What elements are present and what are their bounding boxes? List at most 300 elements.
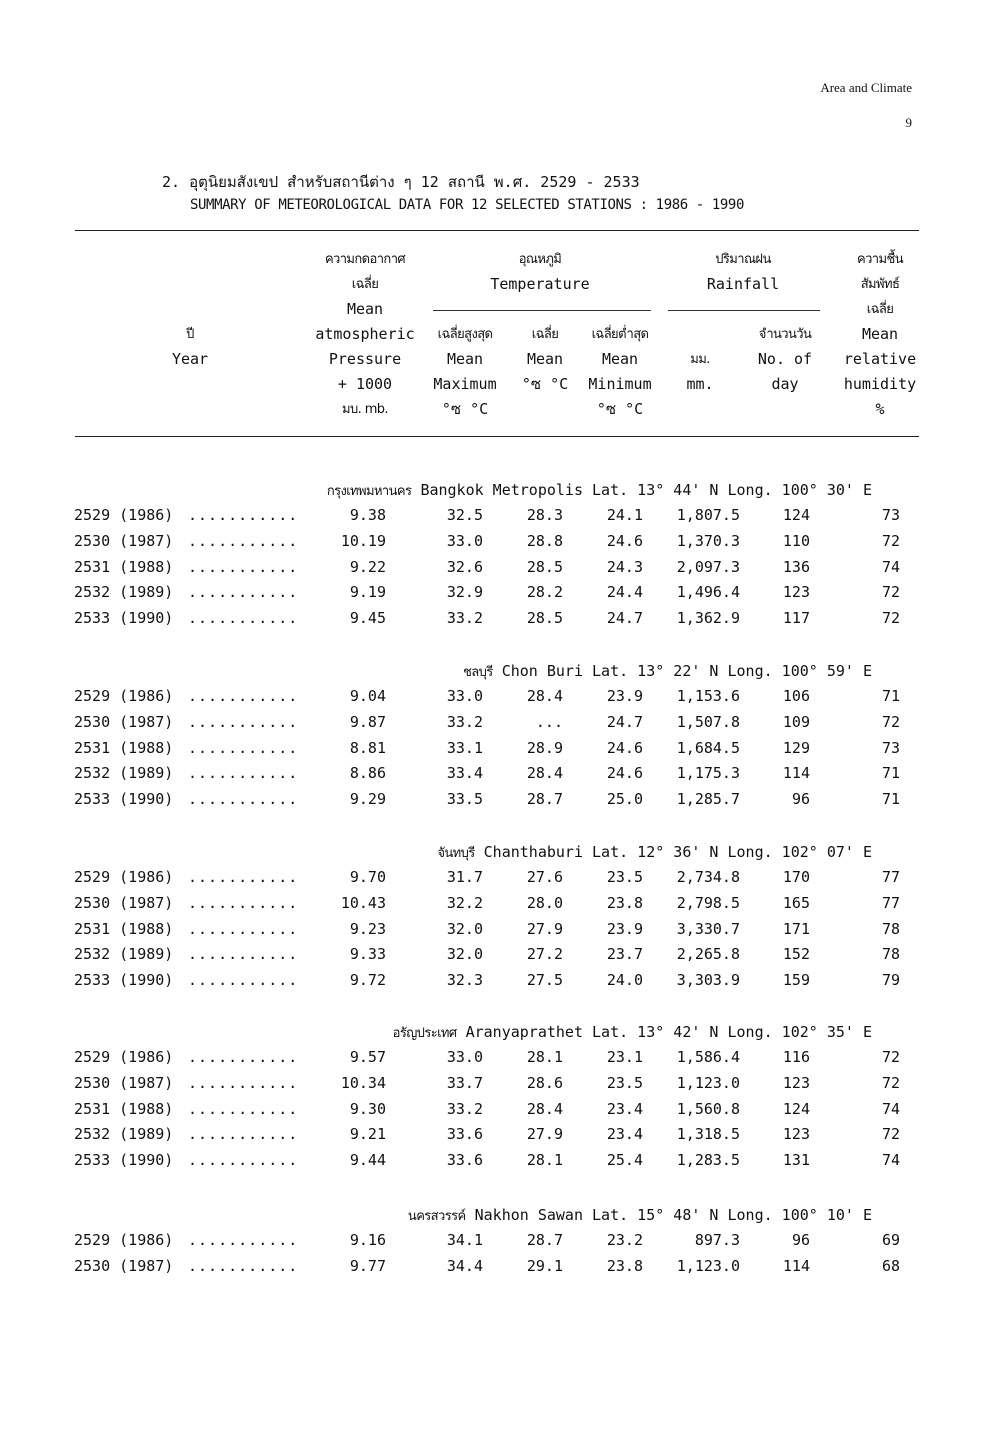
pressure-cell: 9.44	[349, 1151, 386, 1170]
min-temp-cell: 23.2	[606, 1231, 643, 1249]
mean-temp-cell: 28.1	[526, 1151, 563, 1170]
section-header: Area and Climate	[820, 80, 912, 95]
table-row	[0, 945, 990, 971]
rain-days-cell: 117	[782, 609, 810, 628]
rain-days-cell: 116	[782, 1048, 810, 1066]
max-temp-cell: 31.7	[446, 868, 483, 886]
rainfall-mm-cell: 1,560.8	[676, 1099, 740, 1118]
pressure-cell: 9.30	[349, 1099, 386, 1118]
station-heading	[0, 842, 990, 868]
station-name-thai: จันทบุรี	[437, 846, 475, 861]
max-temp-cell: 33.1	[446, 738, 483, 757]
table-row	[0, 687, 990, 713]
rainfall-mm-cell: 2,798.5	[676, 893, 740, 912]
humidity-header-line: เฉลี่ย	[866, 302, 894, 317]
leader-dots: ...........	[188, 1099, 299, 1118]
year-cell: 2531 (1988)	[74, 557, 174, 576]
min-temp-cell: 24.7	[606, 609, 643, 628]
leader-dots: ...........	[188, 583, 299, 602]
pressure-column-header	[300, 247, 430, 422]
min-temp-cell: 23.5	[606, 868, 643, 886]
table-row	[0, 1151, 990, 1177]
table-row	[0, 713, 990, 739]
year-cell: 2529 (1986)	[74, 1231, 174, 1249]
rain-days-cell: 123	[782, 1125, 810, 1144]
pressure-header-line: Pressure	[328, 350, 402, 368]
header-bottom-rule	[75, 436, 919, 437]
rainfall-mm-cell: 2,265.8	[676, 945, 740, 964]
humidity-cell: 72	[881, 1073, 900, 1092]
table-title-english: SUMMARY OF METEOROLOGICAL DATA FOR 12 SELECTED STATIONS : 1986 - 1990	[190, 197, 744, 213]
rain-days-cell: 114	[782, 764, 810, 783]
table-title-thai: 2. อุตุนิยมสังเขป สำหรับสถานีต่าง ๆ 12 สถานี พ.ศ. 2529 - 2533	[162, 173, 640, 191]
year-cell: 2529 (1986)	[74, 1048, 174, 1066]
max-header-line: Mean	[446, 350, 484, 368]
min-temp-cell: 24.3	[606, 557, 643, 576]
pressure-cell: 9.38	[349, 506, 386, 524]
station-name-thai: อรัญประเทศ	[392, 1026, 457, 1041]
table-row	[0, 1048, 990, 1074]
min-temp-cell: 23.8	[606, 1256, 643, 1275]
station-name-thai: ชลบุรี	[463, 665, 493, 680]
station-longitude: Long. 102° 35' E	[727, 1023, 872, 1041]
max-temp-cell: 33.0	[446, 531, 483, 550]
min-temp-cell: 23.9	[606, 919, 643, 938]
pressure-cell: 9.70	[349, 868, 386, 886]
table-row	[0, 1074, 990, 1100]
rainfall-header-en: Rainfall	[706, 275, 780, 293]
table-row	[0, 1257, 990, 1283]
rainfall-mm-cell: 1,807.5	[676, 506, 740, 524]
humidity-cell: 78	[881, 919, 900, 938]
pressure-cell: 9.33	[349, 945, 386, 964]
pressure-header-line: ความกดอากาศ	[324, 252, 406, 267]
mean-temp-cell: 29.1	[526, 1256, 563, 1275]
table-row	[0, 583, 990, 609]
max-temp-cell: 33.2	[446, 1099, 483, 1118]
max-temp-cell: 33.4	[446, 764, 483, 783]
leader-dots: ...........	[188, 1048, 299, 1066]
leader-dots: ...........	[188, 790, 299, 809]
year-cell: 2532 (1989)	[74, 764, 174, 783]
humidity-cell: 71	[881, 790, 900, 809]
rainfall-mm-cell: 1,684.5	[676, 738, 740, 757]
mean-temp-cell: 28.5	[526, 557, 563, 576]
rain-days-header-line: No. of	[757, 350, 813, 368]
max-temp-cell: 33.2	[446, 712, 483, 731]
pressure-cell: 9.45	[349, 609, 386, 628]
humidity-cell: 79	[881, 971, 900, 990]
table-row	[0, 1100, 990, 1126]
rainfall-mm-cell: 1,370.3	[676, 531, 740, 550]
station-heading-text	[463, 661, 872, 682]
pressure-header-line: atmospheric	[315, 325, 415, 343]
station-latitude: Lat. 13° 44' N	[592, 481, 719, 499]
humidity-cell: 73	[881, 738, 900, 757]
rain-mm-header-line: มม.	[690, 352, 710, 367]
rain-days-cell: 96	[791, 790, 810, 809]
min-header-line: เฉลี่ยต่ำสุด	[591, 327, 649, 342]
leader-dots: ...........	[188, 609, 299, 628]
leader-dots: ...........	[188, 1073, 299, 1092]
rainfall-mm-cell: 3,303.9	[676, 971, 740, 990]
station-longitude: Long. 102° 07' E	[727, 843, 872, 861]
rainfall-mm-cell: 1,507.8	[676, 712, 740, 731]
humidity-header-line: relative	[843, 350, 917, 368]
station-heading	[0, 480, 990, 506]
station-heading	[0, 661, 990, 687]
min-temp-cell: 24.7	[606, 712, 643, 731]
max-temp-cell: 32.0	[446, 919, 483, 938]
pressure-header-line: Mean	[346, 300, 384, 318]
pressure-cell: 9.23	[349, 919, 386, 938]
year-cell: 2529 (1986)	[74, 506, 174, 524]
table-row	[0, 739, 990, 765]
pressure-cell: 9.21	[349, 1125, 386, 1144]
leader-dots: ...........	[188, 1125, 299, 1144]
mean-column-header	[515, 322, 575, 397]
station-heading-text	[393, 1022, 872, 1043]
table-row	[0, 790, 990, 816]
year-cell: 2533 (1990)	[74, 1151, 174, 1170]
rainfall-mm-cell: 1,285.7	[676, 790, 740, 809]
station-heading-text	[408, 1205, 872, 1226]
pressure-cell: 10.43	[340, 893, 386, 912]
mean-temp-cell: 28.4	[526, 764, 563, 783]
mean-temp-cell: 27.6	[526, 868, 563, 886]
rain-mm-header-line: mm.	[686, 375, 714, 393]
rain-days-header-line: day	[771, 375, 799, 393]
leader-dots: ...........	[188, 919, 299, 938]
min-temp-cell: 24.1	[606, 506, 643, 524]
pressure-cell: 10.34	[340, 1073, 386, 1092]
rainfall-mm-cell: 2,734.8	[676, 868, 740, 886]
rainfall-mm-cell: 1,283.5	[676, 1151, 740, 1170]
mean-temp-cell: 28.3	[526, 506, 563, 524]
table-row	[0, 894, 990, 920]
year-cell: 2529 (1986)	[74, 868, 174, 886]
page-number: 9	[905, 115, 912, 130]
year-cell: 2533 (1990)	[74, 790, 174, 809]
leader-dots: ...........	[188, 764, 299, 783]
humidity-cell: 72	[881, 531, 900, 550]
rain-days-cell: 124	[782, 506, 810, 524]
min-temp-cell: 25.4	[606, 1151, 643, 1170]
max-temp-cell: 32.6	[446, 557, 483, 576]
pressure-cell: 9.72	[349, 971, 386, 990]
year-cell: 2531 (1988)	[74, 738, 174, 757]
min-temp-cell: 24.4	[606, 583, 643, 602]
min-temp-cell: 23.5	[606, 1073, 643, 1092]
pressure-header-line: เฉลี่ย	[351, 277, 379, 292]
humidity-cell: 74	[881, 557, 900, 576]
mean-temp-cell: 28.5	[526, 609, 563, 628]
max-header-line: °ซ °C	[441, 400, 489, 418]
table-row	[0, 764, 990, 790]
year-column-header	[150, 322, 230, 372]
max-temp-cell: 33.7	[446, 1073, 483, 1092]
rainfall-mm-cell: 2,097.3	[676, 557, 740, 576]
max-temp-cell: 32.3	[446, 971, 483, 990]
rain-days-cell: 124	[782, 1099, 810, 1118]
min-column-header	[582, 322, 658, 422]
humidity-cell: 78	[881, 945, 900, 964]
table-row	[0, 532, 990, 558]
station-name: Nakhon Sawan	[474, 1206, 583, 1224]
station-name: Bangkok Metropolis	[420, 481, 583, 499]
leader-dots: ...........	[188, 712, 299, 731]
station-longitude: Long. 100° 59' E	[727, 662, 872, 680]
min-temp-cell: 23.4	[606, 1125, 643, 1144]
rainfall-mm-cell: 1,153.6	[676, 687, 740, 705]
table-row	[0, 1231, 990, 1257]
pressure-cell: 8.86	[349, 764, 386, 783]
rainfall-mm-cell: 1,362.9	[676, 609, 740, 628]
mean-temp-cell: 28.8	[526, 531, 563, 550]
leader-dots: ...........	[188, 893, 299, 912]
min-header-line: Minimum	[588, 375, 652, 393]
rain-mm-column-header	[675, 347, 725, 397]
year-header-thai: ปี	[186, 327, 194, 342]
min-temp-cell: 23.8	[606, 893, 643, 912]
mean-header-line: Mean	[526, 350, 564, 368]
leader-dots: ...........	[188, 738, 299, 757]
pressure-cell: 8.81	[349, 738, 386, 757]
min-temp-cell: 23.7	[606, 945, 643, 964]
mean-temp-cell: 28.7	[526, 1231, 563, 1249]
max-temp-cell: 32.5	[446, 506, 483, 524]
humidity-cell: 72	[881, 1125, 900, 1144]
mean-temp-cell: 28.2	[526, 583, 563, 602]
humidity-header-line: ความชื้น	[857, 252, 903, 267]
station-name: Chon Buri	[501, 662, 583, 680]
rain-days-cell: 123	[782, 1073, 810, 1092]
station-latitude: Lat. 12° 36' N	[592, 843, 719, 861]
leader-dots: ...........	[188, 868, 299, 886]
max-temp-cell: 34.4	[446, 1256, 483, 1275]
station-heading-text	[437, 842, 872, 863]
station-name-thai: นครสวรรค์	[407, 1209, 466, 1224]
mean-header-line: °ซ °C	[521, 375, 569, 393]
temperature-group-header	[440, 247, 640, 297]
mean-temp-cell: 28.0	[526, 893, 563, 912]
leader-dots: ...........	[188, 971, 299, 990]
mean-temp-cell: 28.6	[526, 1073, 563, 1092]
humidity-cell: 71	[881, 764, 900, 783]
station-name-thai: กรุงเทพมหานคร	[326, 484, 412, 499]
rainfall-mm-cell: 1,123.0	[676, 1256, 740, 1275]
humidity-cell: 72	[881, 609, 900, 628]
max-temp-cell: 33.0	[446, 1048, 483, 1066]
min-temp-cell: 24.6	[606, 531, 643, 550]
leader-dots: ...........	[188, 506, 299, 524]
max-temp-cell: 34.1	[446, 1231, 483, 1249]
station-heading	[0, 1205, 990, 1231]
rainfall-mm-cell: 1,496.4	[676, 583, 740, 602]
rain-days-cell: 110	[782, 531, 810, 550]
humidity-cell: 72	[881, 712, 900, 731]
rainfall-mm-cell: 1,175.3	[676, 764, 740, 783]
year-cell: 2530 (1987)	[74, 1256, 174, 1275]
leader-dots: ...........	[188, 687, 299, 705]
mean-header-line: เฉลี่ย	[531, 327, 559, 342]
mean-temp-cell: 28.9	[526, 738, 563, 757]
rain-days-cell: 152	[782, 945, 810, 964]
rain-days-cell: 159	[782, 971, 810, 990]
rain-days-cell: 96	[791, 1231, 810, 1249]
leader-dots: ...........	[188, 531, 299, 550]
station-name: Chanthaburi	[483, 843, 583, 861]
max-temp-cell: 33.6	[446, 1151, 483, 1170]
station-longitude: Long. 100° 10' E	[727, 1206, 872, 1224]
year-cell: 2530 (1987)	[74, 893, 174, 912]
max-header-line: Maximum	[433, 375, 497, 393]
year-cell: 2530 (1987)	[74, 712, 174, 731]
year-cell: 2533 (1990)	[74, 609, 174, 628]
max-temp-cell: 33.2	[446, 609, 483, 628]
mean-temp-cell: 27.9	[526, 1125, 563, 1144]
table-row	[0, 971, 990, 997]
humidity-header-line: humidity	[843, 375, 917, 393]
rain-days-cell: 170	[782, 868, 810, 886]
pressure-cell: 9.29	[349, 790, 386, 809]
rainfall-header-thai: ปริมาณฝน	[715, 252, 771, 267]
leader-dots: ...........	[188, 1231, 299, 1249]
humidity-cell: 72	[881, 1048, 900, 1066]
min-header-line: °ซ °C	[596, 400, 644, 418]
pressure-cell: 9.87	[349, 712, 386, 731]
max-temp-cell: 33.5	[446, 790, 483, 809]
humidity-cell: 73	[881, 506, 900, 524]
table-row	[0, 1125, 990, 1151]
pressure-cell: 9.77	[349, 1256, 386, 1275]
rain-days-column-header	[745, 322, 825, 397]
min-temp-cell: 24.0	[606, 971, 643, 990]
mean-temp-cell: 27.9	[526, 919, 563, 938]
rain-days-cell: 114	[782, 1256, 810, 1275]
min-temp-cell: 23.1	[606, 1048, 643, 1066]
rainfall-mm-cell: 3,330.7	[676, 919, 740, 938]
station-latitude: Lat. 15° 48' N	[592, 1206, 719, 1224]
leader-dots: ...........	[188, 1151, 299, 1170]
mean-temp-cell: 28.4	[526, 1099, 563, 1118]
pressure-cell: 9.19	[349, 583, 386, 602]
humidity-column-header	[828, 247, 932, 422]
humidity-cell: 71	[881, 687, 900, 705]
humidity-header-line: สัมพัทธ์	[860, 277, 900, 292]
top-rule	[75, 230, 919, 231]
table-row	[0, 558, 990, 584]
station-longitude: Long. 100° 30' E	[727, 481, 872, 499]
year-cell: 2532 (1989)	[74, 1125, 174, 1144]
min-temp-cell: 24.6	[606, 764, 643, 783]
mean-temp-cell: ...	[535, 712, 563, 731]
pressure-header-line: + 1000	[337, 375, 393, 393]
table-row	[0, 920, 990, 946]
rainfall-mm-cell: 897.3	[694, 1231, 740, 1249]
min-header-line: Mean	[601, 350, 639, 368]
rain-days-cell: 165	[782, 893, 810, 912]
station-name: Aranyaprathet	[465, 1023, 583, 1041]
max-column-header	[432, 322, 498, 422]
table-row	[0, 506, 990, 532]
leader-dots: ...........	[188, 557, 299, 576]
pressure-cell: 9.16	[349, 1231, 386, 1249]
max-header-line: เฉลี่ยสูงสุด	[437, 327, 493, 342]
max-temp-cell: 33.6	[446, 1125, 483, 1144]
humidity-cell: 74	[881, 1099, 900, 1118]
year-cell: 2532 (1989)	[74, 945, 174, 964]
year-cell: 2529 (1986)	[74, 687, 174, 705]
rain-days-cell: 131	[782, 1151, 810, 1170]
mean-temp-cell: 27.2	[526, 945, 563, 964]
station-heading	[0, 1022, 990, 1048]
table-row	[0, 868, 990, 894]
rainfall-mm-cell: 1,318.5	[676, 1125, 740, 1144]
rainfall-divider	[668, 310, 820, 311]
rain-days-cell: 129	[782, 738, 810, 757]
year-cell: 2530 (1987)	[74, 531, 174, 550]
leader-dots: ...........	[188, 1256, 299, 1275]
max-temp-cell: 32.9	[446, 583, 483, 602]
pressure-cell: 10.19	[340, 531, 386, 550]
humidity-cell: 77	[881, 868, 900, 886]
min-temp-cell: 23.4	[606, 1099, 643, 1118]
rain-days-cell: 109	[782, 712, 810, 731]
rain-days-header-line: จำนวนวัน	[758, 327, 812, 342]
year-cell: 2531 (1988)	[74, 919, 174, 938]
rain-days-cell: 123	[782, 583, 810, 602]
year-header-en: Year	[171, 350, 209, 368]
temperature-header-en: Temperature	[490, 275, 590, 293]
humidity-cell: 74	[881, 1151, 900, 1170]
humidity-cell: 77	[881, 893, 900, 912]
rain-days-cell: 106	[782, 687, 810, 705]
rain-days-cell: 136	[782, 557, 810, 576]
rainfall-group-header	[668, 247, 818, 297]
mean-temp-cell: 27.5	[526, 971, 563, 990]
station-heading-text	[327, 480, 872, 501]
pressure-header-line: มบ. mb.	[342, 402, 388, 417]
rainfall-mm-cell: 1,123.0	[676, 1073, 740, 1092]
station-latitude: Lat. 13° 22' N	[592, 662, 719, 680]
pressure-cell: 9.22	[349, 557, 386, 576]
temperature-divider	[433, 310, 651, 311]
humidity-cell: 72	[881, 583, 900, 602]
humidity-header-line: %	[875, 400, 885, 418]
max-temp-cell: 33.0	[446, 687, 483, 705]
pressure-cell: 9.04	[349, 687, 386, 705]
mean-temp-cell: 28.4	[526, 687, 563, 705]
year-cell: 2532 (1989)	[74, 583, 174, 602]
temperature-header-thai: อุณหภูมิ	[518, 252, 562, 267]
min-temp-cell: 24.6	[606, 738, 643, 757]
humidity-cell: 68	[881, 1256, 900, 1275]
year-cell: 2530 (1987)	[74, 1073, 174, 1092]
rainfall-mm-cell: 1,586.4	[676, 1048, 740, 1066]
station-latitude: Lat. 13° 42' N	[592, 1023, 719, 1041]
year-cell: 2533 (1990)	[74, 971, 174, 990]
year-cell: 2531 (1988)	[74, 1099, 174, 1118]
max-temp-cell: 32.0	[446, 945, 483, 964]
min-temp-cell: 23.9	[606, 687, 643, 705]
max-temp-cell: 32.2	[446, 893, 483, 912]
min-temp-cell: 25.0	[606, 790, 643, 809]
table-row	[0, 609, 990, 635]
rain-days-cell: 171	[782, 919, 810, 938]
humidity-cell: 69	[881, 1231, 900, 1249]
mean-temp-cell: 28.1	[526, 1048, 563, 1066]
